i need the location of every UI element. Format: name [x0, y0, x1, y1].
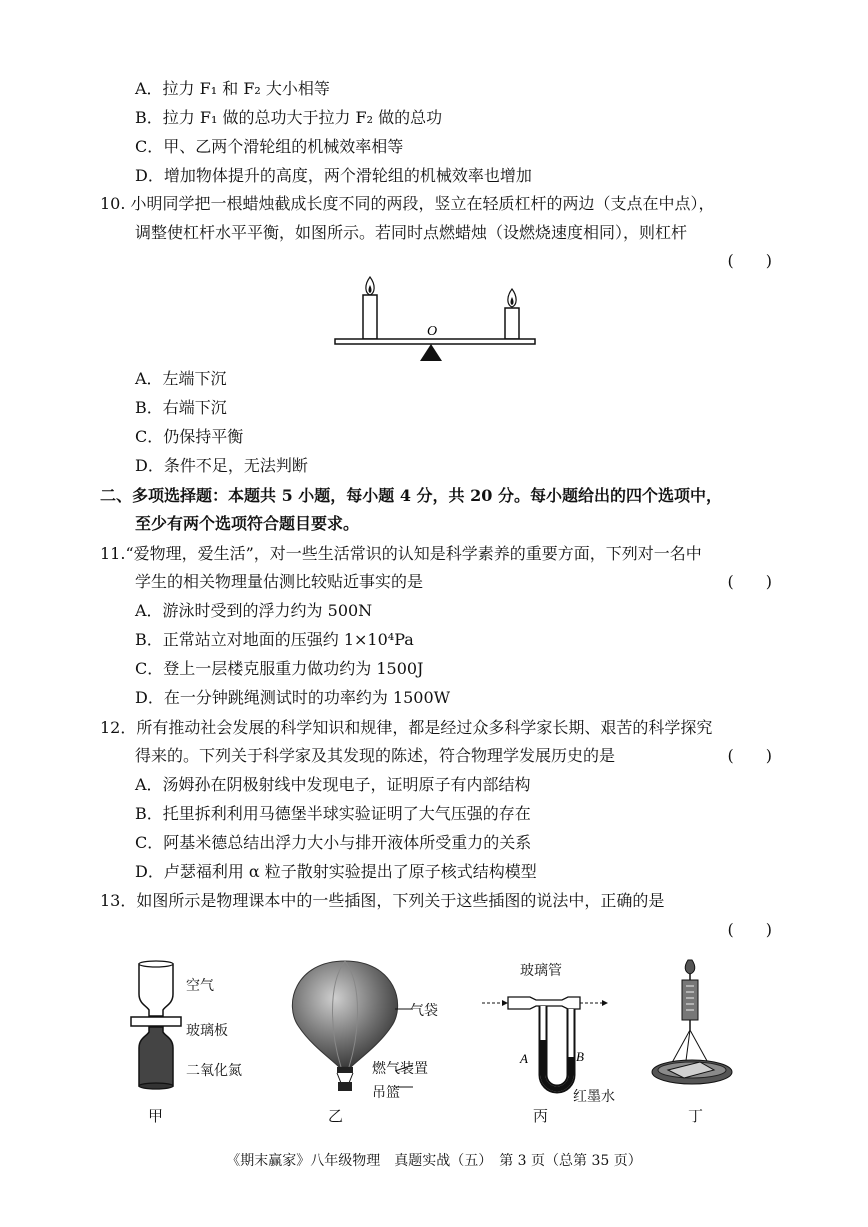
- q9-option-c: C．甲、乙两个滑轮组的机械效率相等: [135, 137, 404, 156]
- q10-stem-line2: 调整使杠杆水平平衡，如图所示。若同时点燃蜡烛（设燃烧速度相同），则杠杆: [135, 223, 688, 242]
- glass-plate: [131, 1017, 181, 1026]
- q12-answer-blank: ( ): [727, 746, 772, 765]
- label-burner: 燃气装置: [372, 1061, 428, 1077]
- pivot-label: O: [427, 324, 438, 339]
- q12-option-b: B．托里拆利利用马德堡半球实验证明了大气压强的存在: [135, 804, 531, 823]
- label-b: B: [576, 1049, 584, 1064]
- pivot-triangle: [420, 344, 442, 361]
- caption-ding: 丁: [688, 1107, 704, 1125]
- q10-answer-blank: ( ): [727, 251, 772, 270]
- label-basket: 吊篮: [372, 1085, 400, 1101]
- label-glass-tube: 玻璃管: [520, 963, 562, 979]
- right-flame-core-icon: [511, 297, 514, 305]
- q9-option-d: D．增加物体提升的高度，两个滑轮组的机械效率也增加: [135, 166, 532, 185]
- label-no2: 二氧化氮: [186, 1063, 242, 1079]
- section2-heading-line2: 至少有两个选项符合题目要求。: [135, 514, 360, 533]
- label-glass-plate: 玻璃板: [186, 1023, 228, 1039]
- caption-jia: 甲: [148, 1107, 164, 1125]
- q12-stem-line1: 12．所有推动社会发展的科学知识和规律，都是经过众多科学家长期、艰苦的科学探究: [100, 718, 713, 737]
- air-bag: [292, 961, 397, 1067]
- basket: [338, 1082, 352, 1091]
- lever-candle-figure: [330, 265, 540, 365]
- q11-stem-line1: 11.“爱物理，爱生活”，对一些生活常识的认知是科学素养的重要方面，下列对一名中: [100, 544, 702, 563]
- label-red-ink: 红墨水: [573, 1089, 615, 1105]
- label-a: A: [520, 1051, 528, 1066]
- q12-option-a: A．汤姆孙在阴极射线中发现电子，证明原子有内部结构: [135, 775, 531, 794]
- hand-icon: [685, 960, 695, 974]
- section2-heading-line1: 二、多项选择题：本题共 5 小题，每小题 4 分，共 20 分。每小题给出的四个选项中，: [100, 486, 722, 505]
- q12-option-d: D．卢瑟福利用 α 粒子散射实验提出了原子核式结构模型: [135, 862, 537, 881]
- q12-stem-line2: 得来的。下列关于科学家及其发现的陈述，符合物理学发展历史的是: [135, 746, 616, 765]
- figure-ding-spring-scale: [650, 958, 740, 1098]
- left-candle: [363, 295, 377, 339]
- no2-bottle: [139, 1027, 173, 1086]
- q13-answer-blank: ( ): [727, 920, 772, 939]
- q11-option-b: B．正常站立对地面的压强约 1×10⁴Pa: [135, 630, 414, 649]
- lever-bar: [335, 339, 535, 344]
- q11-option-a: A．游泳时受到的浮力约为 500N: [135, 601, 373, 620]
- q11-option-c: C．登上一层楼克服重力做功约为 1500J: [135, 659, 424, 678]
- q10-option-a: A．左端下沉: [135, 369, 227, 388]
- label-air: 空气: [186, 978, 214, 994]
- caption-yi: 乙: [328, 1107, 344, 1125]
- right-candle: [505, 308, 519, 339]
- q11-stem-line2: 学生的相关物理量估测比较贴近事实的是: [135, 572, 424, 591]
- q11-answer-blank: ( ): [727, 572, 772, 591]
- burner: [337, 1067, 353, 1073]
- q9-option-b: B．拉力 F₁ 做的总功大于拉力 F₂ 做的总功: [135, 108, 443, 127]
- figure-bing-utube: [480, 985, 610, 1100]
- air-bottle: [139, 964, 173, 1016]
- q9-option-a: A．拉力 F₁ 和 F₂ 大小相等: [135, 79, 330, 98]
- caption-bing: 丙: [533, 1107, 549, 1125]
- label-air-bag: 气袋: [410, 1003, 438, 1019]
- q10-stem-line1: 10. 小明同学把一根蜡烛截成长度不同的两段，竖立在轻质杠杆的两边（支点在中点），: [100, 194, 715, 213]
- page-footer: 《期末赢家》八年级物理 真题实战（五） 第 3 页（总第 35 页）: [226, 1153, 642, 1169]
- left-flame-core-icon: [369, 285, 372, 293]
- q10-option-d: D．条件不足，无法判断: [135, 456, 308, 475]
- q13-stem-line1: 13．如图所示是物理课本中的一些插图，下列关于这些插图的说法中，正确的是: [100, 891, 665, 910]
- q12-option-c: C．阿基米德总结出浮力大小与排开液体所受重力的关系: [135, 833, 532, 852]
- figure-jia-diffusion: [125, 960, 195, 1095]
- q10-option-b: B．右端下沉: [135, 398, 227, 417]
- q10-option-c: C．仍保持平衡: [135, 427, 244, 446]
- q11-option-d: D．在一分钟跳绳测试时的功率约为 1500W: [135, 688, 451, 707]
